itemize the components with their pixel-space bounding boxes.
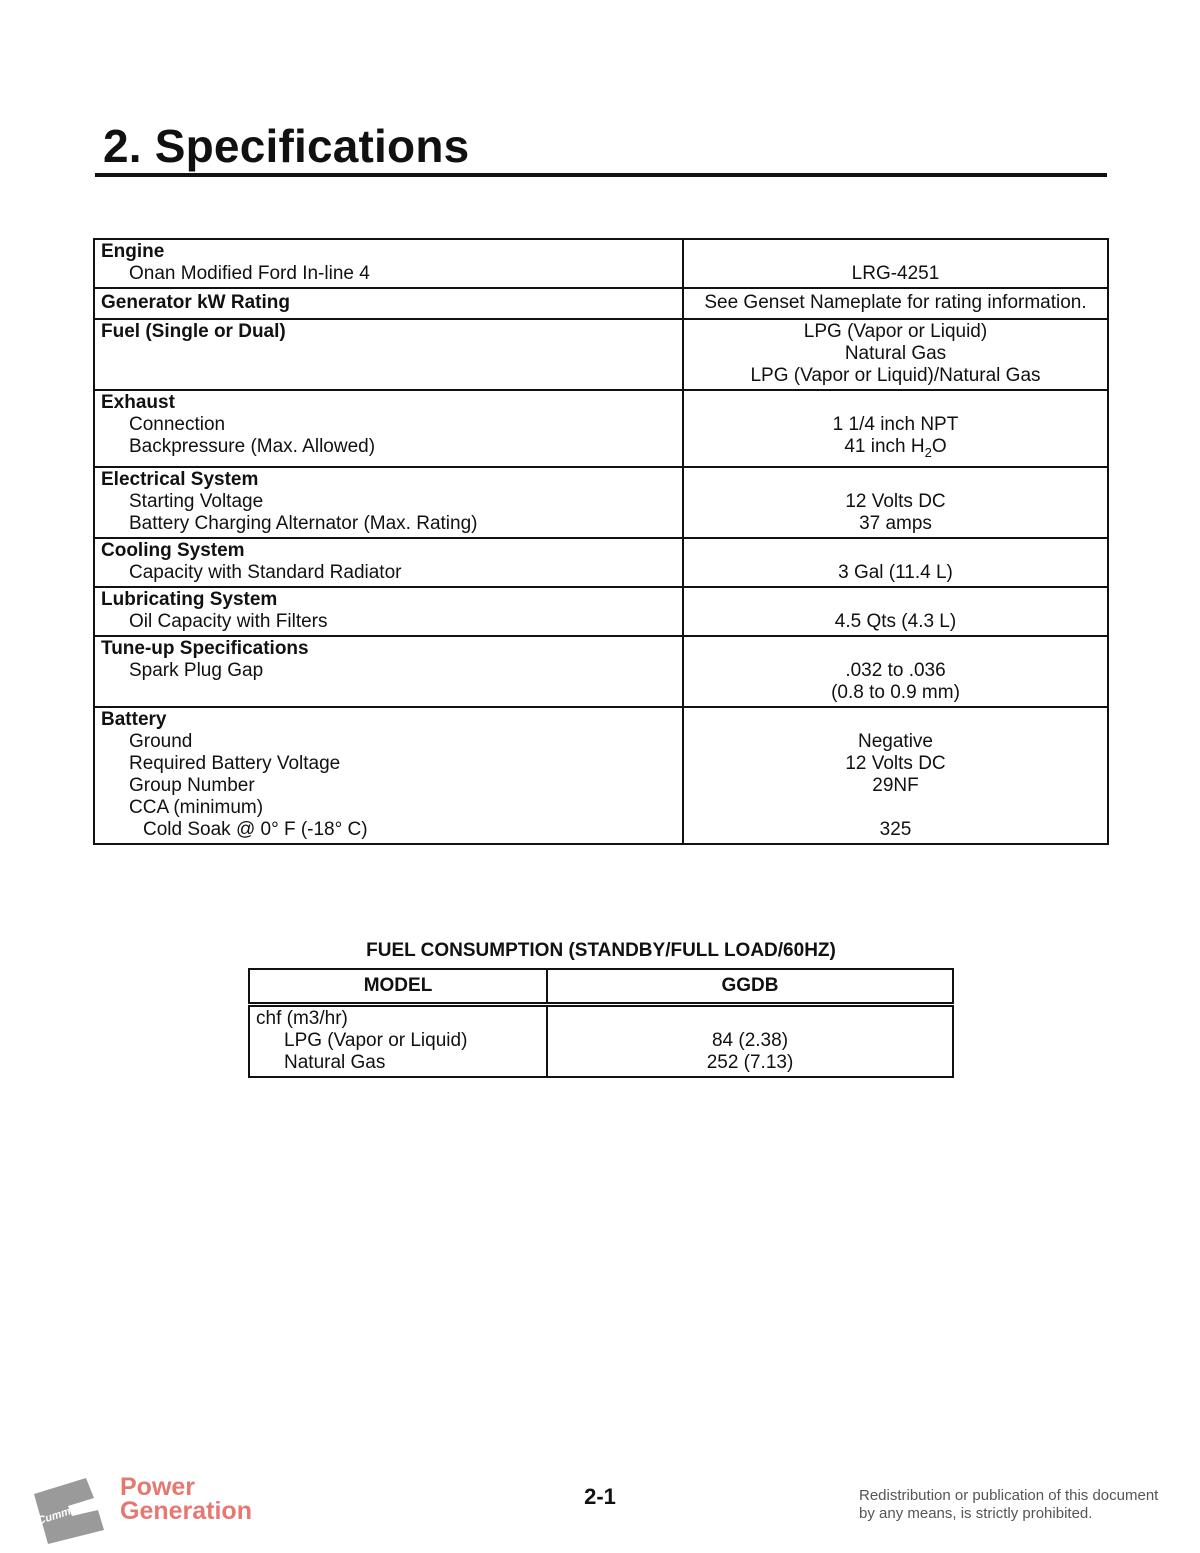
kw-rating-heading: Generator kW Rating [101, 292, 290, 313]
lubricating-item: Oil Capacity with Filters [129, 610, 328, 632]
spec-row-exhaust [94, 390, 1108, 467]
electrical-value: 37 amps [859, 512, 932, 534]
svg-text:Cummins: Cummins [36, 1500, 88, 1528]
page-title: 2. Specifications [103, 120, 470, 172]
power-generation-brand: Power Generation [120, 1473, 252, 1525]
fuel-row-value: 252 (7.13) [706, 1052, 794, 1073]
fuel-consumption-caption: FUEL CONSUMPTION (STANDBY/FULL LOAD/60HZ) [366, 940, 836, 961]
spec-row-kw-rating [94, 288, 1108, 319]
battery-item: Cold Soak @ 0° F (-18° C) [143, 818, 368, 840]
fuel-table-row [249, 1005, 953, 1078]
fuel-row-value: 84 (2.38) [711, 1030, 789, 1051]
spec-row-lubricating [94, 587, 1108, 636]
exhaust-heading: Exhaust [101, 392, 175, 413]
battery-value: 325 [879, 818, 912, 840]
page-number: 2-1 [584, 1484, 616, 1509]
spec-row-battery [94, 707, 1108, 844]
exhaust-value: 41 inch $H_2O$ [844, 436, 947, 460]
fuel-value: Natural Gas [844, 343, 947, 364]
spec-row-electrical [94, 467, 1108, 538]
kw-rating-value: See Genset Nameplate for rating information. [704, 292, 1087, 313]
cooling-heading: Cooling System [101, 539, 245, 561]
fuel-table-header-row [249, 969, 953, 1005]
battery-item: Ground [129, 730, 193, 752]
cooling-item: Capacity with Standard Radiator [129, 561, 402, 583]
fuel-heading: Fuel (Single or Dual) [101, 321, 286, 342]
tuneup-heading: Tune-up Specifications [101, 637, 309, 659]
electrical-item: Starting Voltage [129, 490, 264, 512]
cummins-logo-icon [28, 1472, 108, 1546]
battery-heading: Battery [101, 708, 167, 730]
tuneup-value: .032 to .036 [845, 659, 946, 681]
battery-item: Required Battery Voltage [129, 752, 341, 774]
tuneup-value: (0.8 to 0.9 mm) [831, 681, 960, 703]
fuel-table-header: MODEL [249, 969, 547, 1005]
fuel-value: LPG (Vapor or Liquid) [803, 321, 988, 342]
electrical-value: 12 Volts DC [845, 490, 946, 512]
fuel-row-label: LPG (Vapor or Liquid) [284, 1030, 468, 1051]
lubricating-value: 4.5 Qts (4.3 L) [834, 610, 957, 632]
title-rule [95, 173, 1107, 177]
battery-item: CCA (minimum) [129, 796, 264, 818]
battery-value: 12 Volts DC [845, 752, 946, 774]
engine-value: LRG-4251 [851, 263, 940, 284]
spec-row-engine [94, 239, 1108, 288]
redistribution-notice: Redistribution or publication of this document by any means, is strictly prohibited. [859, 1487, 1159, 1522]
lubricating-heading: Lubricating System [101, 588, 278, 610]
spec-row-cooling [94, 538, 1108, 587]
fuel-row-label: Natural Gas [284, 1052, 386, 1073]
specifications-table [93, 238, 1109, 845]
electrical-heading: Electrical System [101, 468, 259, 490]
fuel-value: LPG (Vapor or Liquid)/Natural Gas [750, 365, 1041, 386]
spec-row-tuneup [94, 636, 1108, 707]
fuel-consumption-table [248, 968, 954, 1078]
cooling-value: 3 Gal (11.4 L) [838, 561, 953, 583]
battery-item: Group Number [129, 774, 255, 796]
tuneup-item: Spark Plug Gap [129, 659, 264, 681]
fuel-unit-label: chf (m3/hr) [256, 1008, 348, 1029]
battery-value: 29NF [872, 774, 919, 796]
exhaust-item: Backpressure (Max. Allowed) [129, 436, 376, 457]
electrical-item: Battery Charging Alternator (Max. Rating) [129, 512, 478, 534]
fuel-table-header: GGDB [547, 969, 953, 1005]
battery-value: Negative [858, 730, 933, 752]
exhaust-item: Connection [129, 414, 226, 435]
spec-row-fuel [94, 319, 1108, 390]
engine-item: Onan Modified Ford In-line 4 [129, 263, 370, 284]
exhaust-value: 1 1/4 inch NPT [832, 414, 959, 435]
engine-heading: Engine [101, 241, 165, 262]
